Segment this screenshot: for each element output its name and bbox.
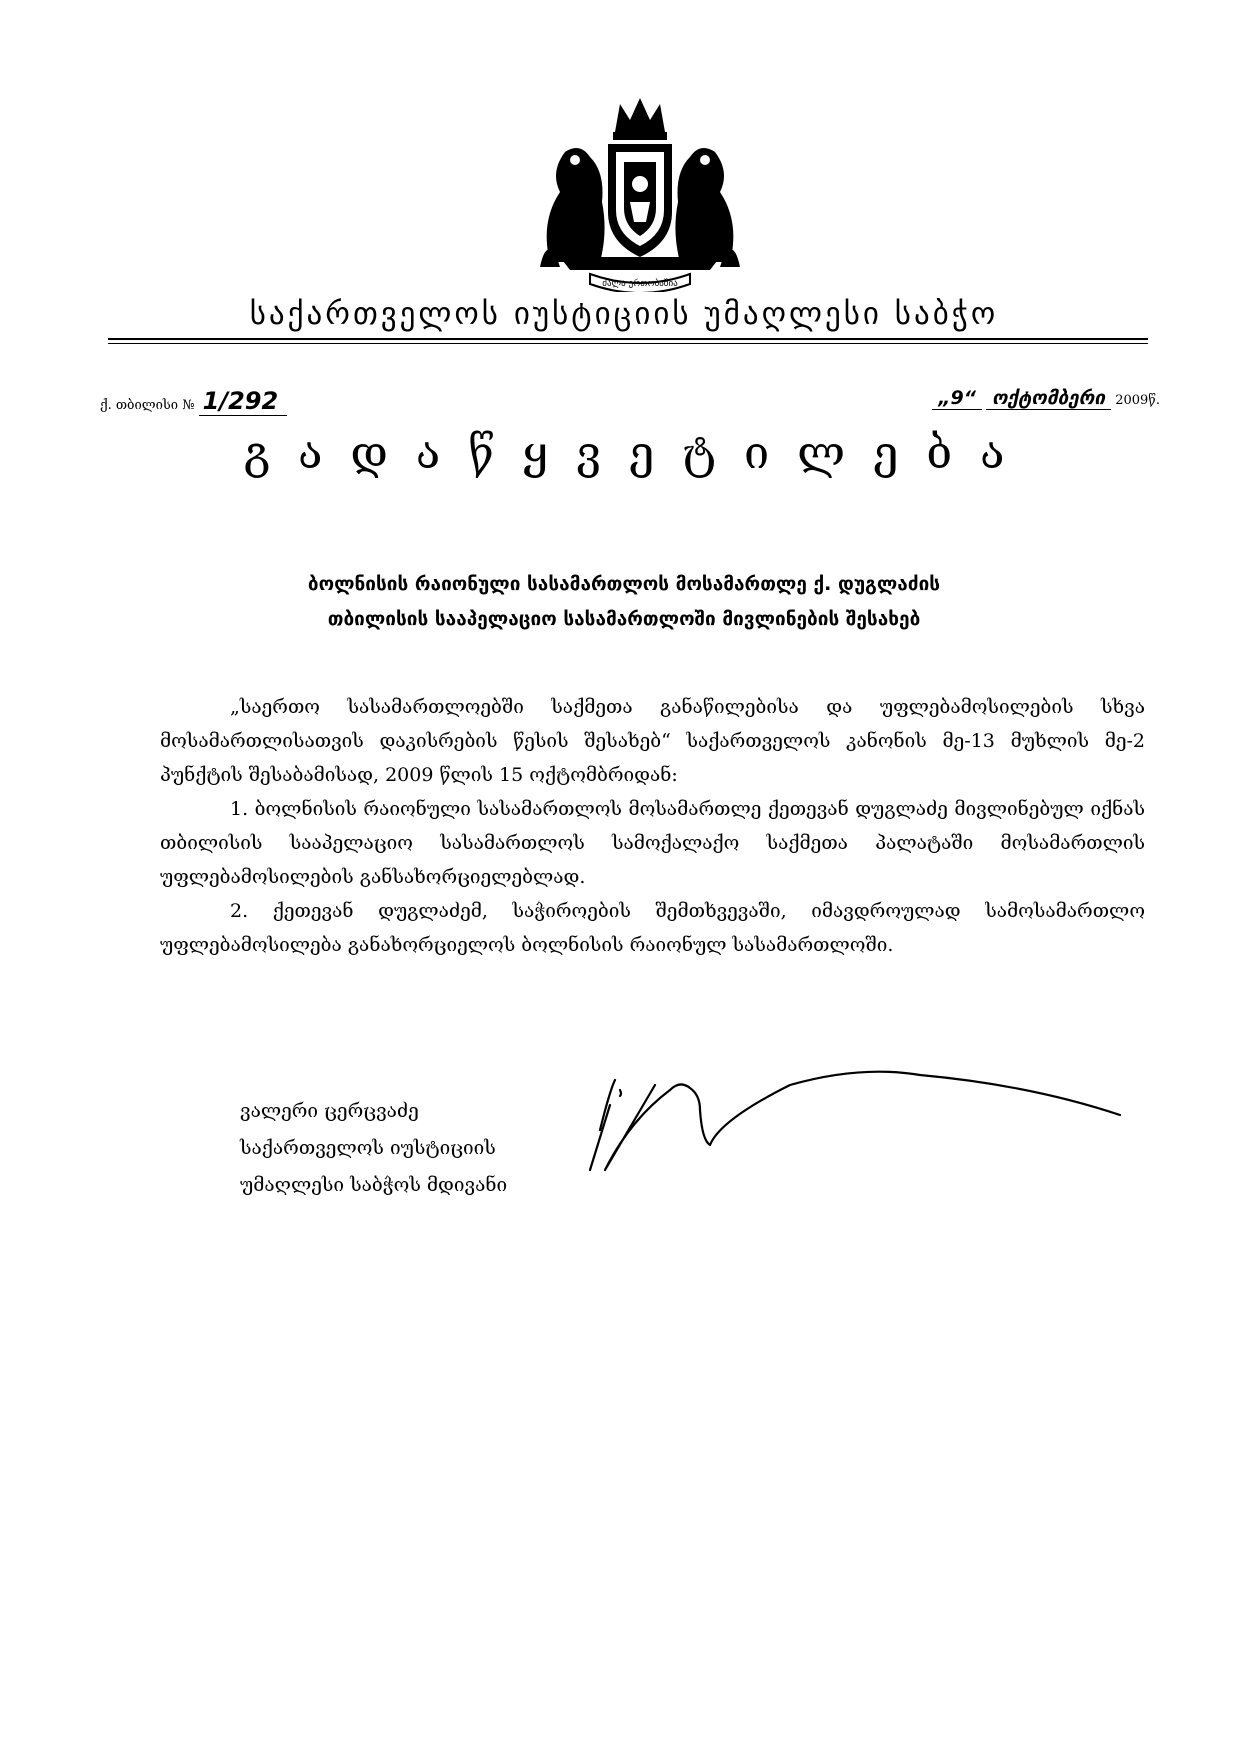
document-number: 1/292 xyxy=(199,387,287,416)
subject-line-2: თბილისის სააპელაციო სასამართლოში მივლინების შესახებ xyxy=(327,608,921,630)
signer-title-line-2: უმაღლესი საბჭოს მდივანი xyxy=(240,1174,508,1196)
signer-title-line-1: საქართველოს იუსტიციის xyxy=(240,1137,496,1159)
body-preamble: „საერთო სასამართლოებში საქმეთა განაწილებისა და უფლებამოსილების სხვა მოსამართლისათვის დაკისრების წესის შესახებ“ საქართველოს კანონის მე-13 მუხლის მე-2 პუნქტის შესაბამისად, 2009 წლის 15 ოქტომბრიდან: xyxy=(160,696,1145,786)
header-rule xyxy=(108,338,1148,340)
document-subject xyxy=(0,567,1248,637)
date-year: 2009წ. xyxy=(1115,393,1160,408)
document-number-block xyxy=(100,387,287,416)
body-item-2: 2. ქეთევან დუგლაძემ, საჭიროების შემთხვევაში, იმავდროულად სამოსამართლო უფლებამოსილება განახორციელოს ბოლნისის რაიონულ სასამართლოში. xyxy=(160,900,1145,956)
signer-name: ვალერი ცერცვაძე xyxy=(240,1100,419,1122)
signer-block xyxy=(240,1093,507,1204)
document-body xyxy=(160,690,1145,962)
emblem-motto: ძალა ერთობაშია xyxy=(602,279,678,289)
document-type-title: გადაწყვეტილება xyxy=(243,426,1033,479)
institution-name: საქართველოს იუსტიციის უმაღლესი საბჭო xyxy=(249,296,999,332)
coat-of-arms-emblem xyxy=(520,92,760,292)
date-month: ოქტომბერი xyxy=(986,387,1111,410)
document-date-block xyxy=(932,387,1160,410)
header-rule-thin xyxy=(108,343,1148,344)
body-item-1: 1. ბოლნისის რაიონული სასამართლოს მოსამართლე ქეთევან დუგლაძე მივლინებულ იქნას თბილისის სააპელაციო სასამართლოს სამოქალაქო საქმეთა პალატაში მოსამართლის უფლებამოსილების განსახორციელებლად. xyxy=(160,798,1145,888)
place-label: ქ. თბილისი № xyxy=(100,398,195,413)
date-day: „9“ xyxy=(932,387,982,410)
subject-line-1: ბოლნისის რაიონული სასამართლოს მოსამართლე ქ. დუგლაძის xyxy=(307,573,941,595)
handwritten-signature xyxy=(560,1050,1140,1180)
